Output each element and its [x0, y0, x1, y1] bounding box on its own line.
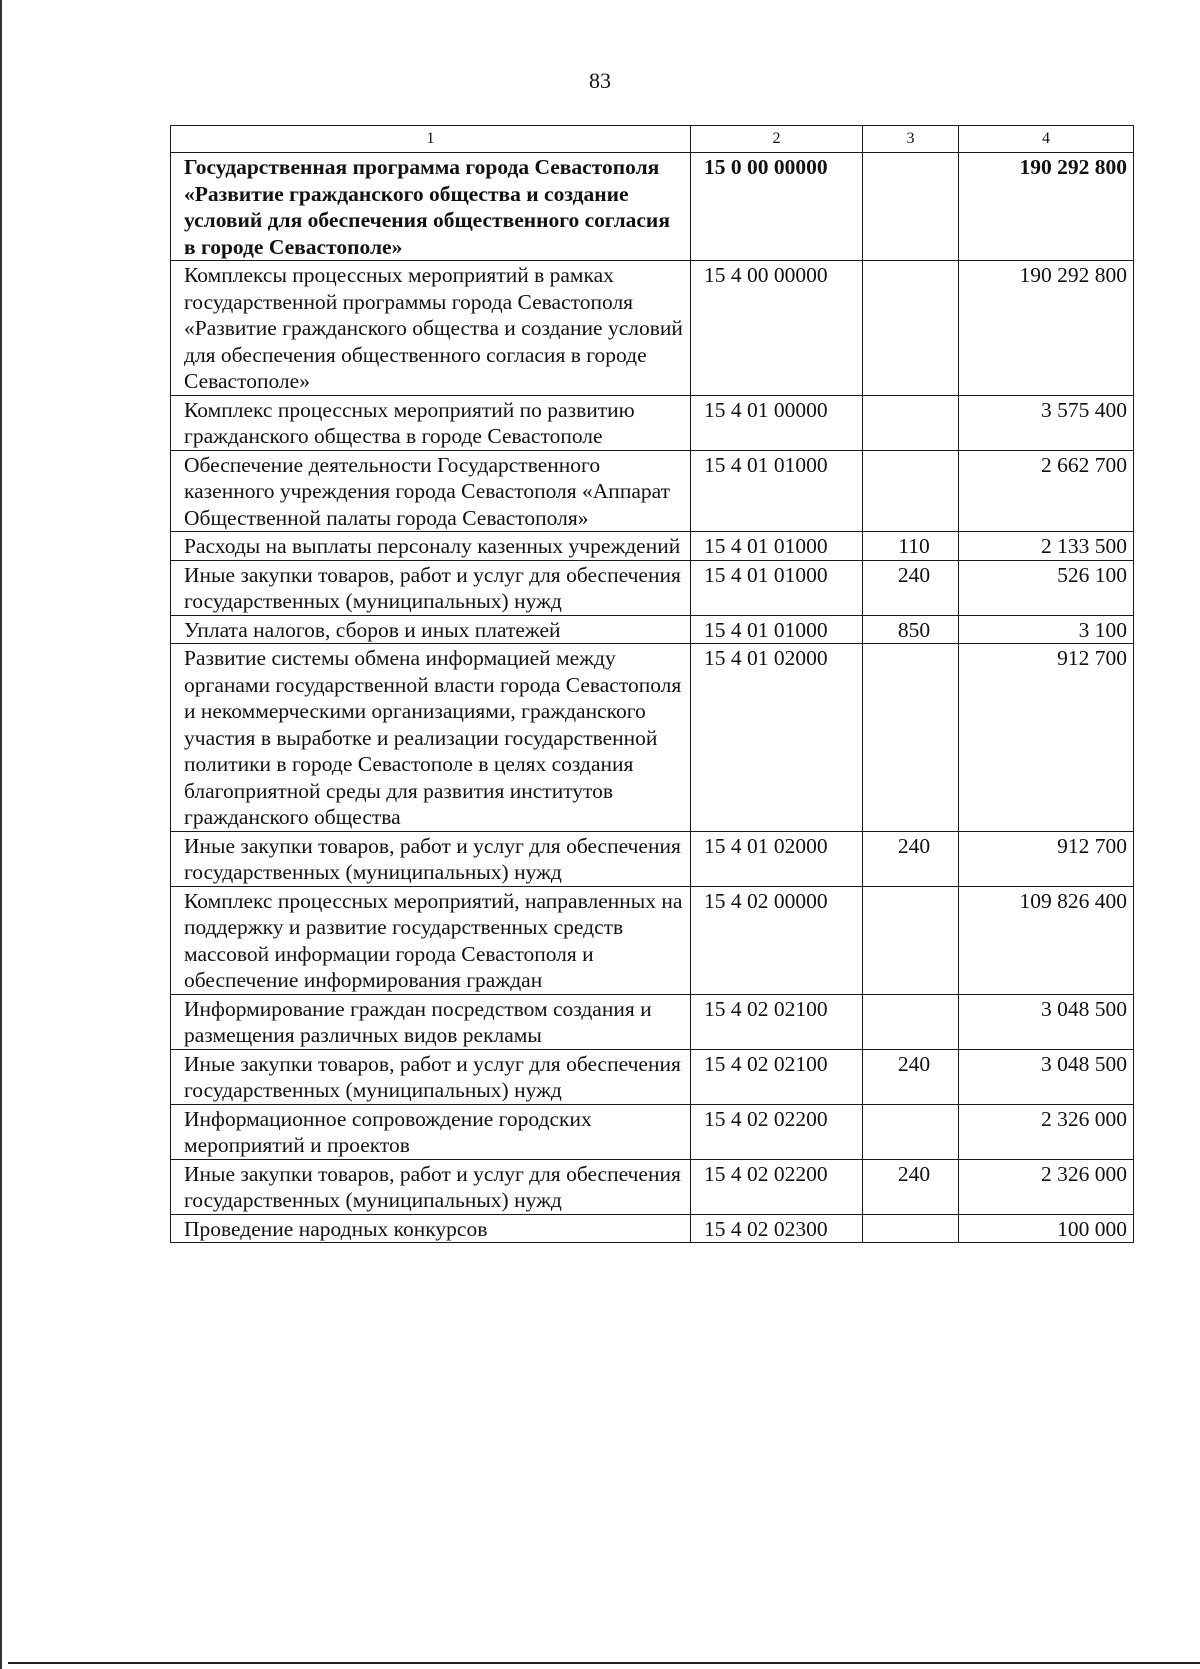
row-code-cell: 15 4 01 00000 [691, 395, 863, 450]
table-row [171, 831, 1134, 886]
row-code-cell: 15 4 00 00000 [691, 261, 863, 396]
row-expense-kind-cell: 850 [863, 615, 959, 644]
row-amount-cell: 3 048 500 [959, 1049, 1134, 1104]
row-amount-cell: 190 292 800 [959, 261, 1134, 396]
row-amount-cell: 3 575 400 [959, 395, 1134, 450]
table-row [171, 1049, 1134, 1104]
row-expense-kind-cell [863, 1214, 959, 1243]
table-row [171, 560, 1134, 615]
row-name-cell: Обеспечение деятельности Государственного казенного учреждения города Севастополя «Аппарат Общественной палаты города Севастополя» [171, 450, 691, 532]
row-code-cell: 15 4 02 02300 [691, 1214, 863, 1243]
row-code-cell: 15 4 02 02200 [691, 1104, 863, 1159]
table-row [171, 450, 1134, 532]
row-amount-cell: 3 048 500 [959, 994, 1134, 1049]
budget-table [170, 125, 1134, 1243]
row-amount-cell: 2 326 000 [959, 1104, 1134, 1159]
row-name-cell: Комплекс процессных мероприятий по развитию гражданского общества в городе Севастополе [171, 395, 691, 450]
row-name-cell: Информирование граждан посредством создания и размещения различных видов рекламы [171, 994, 691, 1049]
row-name-cell: Иные закупки товаров, работ и услуг для обеспечения государственных (муниципальных) нужд [171, 1049, 691, 1104]
row-expense-kind-cell [863, 1104, 959, 1159]
table-row [171, 1214, 1134, 1243]
table-row [171, 1159, 1134, 1214]
row-code-cell: 15 0 00 00000 [691, 153, 863, 261]
header-cell-kind: 3 [863, 126, 959, 153]
table-row [171, 615, 1134, 644]
row-expense-kind-cell [863, 450, 959, 532]
scan-edge-line [0, 0, 2, 1669]
row-amount-cell: 526 100 [959, 560, 1134, 615]
table-row [171, 994, 1134, 1049]
row-expense-kind-cell [863, 395, 959, 450]
row-amount-cell: 912 700 [959, 644, 1134, 832]
table-row [171, 153, 1134, 261]
row-amount-cell: 100 000 [959, 1214, 1134, 1243]
table-row [171, 395, 1134, 450]
row-expense-kind-cell [863, 994, 959, 1049]
row-amount-cell: 2 662 700 [959, 450, 1134, 532]
row-expense-kind-cell [863, 886, 959, 994]
row-name-cell: Расходы на выплаты персоналу казенных учреждений [171, 532, 691, 561]
row-name-cell: Развитие системы обмена информацией между органами государственной власти города Севастополя и некоммерческими организациями, гражданского участия в выработке и реализации государственной политики в городе Севастополе в целях создания благоприятной среды для развития институтов гражданского общества [171, 644, 691, 832]
table-row [171, 532, 1134, 561]
row-name-cell: Проведение народных конкурсов [171, 1214, 691, 1243]
header-cell-amount: 4 [959, 126, 1134, 153]
row-code-cell: 15 4 01 01000 [691, 450, 863, 532]
row-amount-cell: 912 700 [959, 831, 1134, 886]
row-name-cell: Иные закупки товаров, работ и услуг для обеспечения государственных (муниципальных) нужд [171, 560, 691, 615]
row-amount-cell: 2 133 500 [959, 532, 1134, 561]
row-name-cell: Иные закупки товаров, работ и услуг для обеспечения государственных (муниципальных) нужд [171, 831, 691, 886]
table-row [171, 261, 1134, 396]
row-expense-kind-cell: 240 [863, 1159, 959, 1214]
row-expense-kind-cell [863, 261, 959, 396]
page-number: 83 [589, 68, 611, 93]
row-expense-kind-cell: 240 [863, 831, 959, 886]
row-code-cell: 15 4 02 02200 [691, 1159, 863, 1214]
row-code-cell: 15 4 01 01000 [691, 532, 863, 561]
row-expense-kind-cell [863, 644, 959, 832]
row-name-cell: Комплекс процессных мероприятий, направленных на поддержку и развитие государственных средств массовой информации города Севастополя и обеспечение информирования граждан [171, 886, 691, 994]
row-code-cell: 15 4 01 01000 [691, 615, 863, 644]
row-code-cell: 15 4 02 02100 [691, 994, 863, 1049]
table-row [171, 886, 1134, 994]
row-expense-kind-cell: 110 [863, 532, 959, 561]
table-row [171, 1104, 1134, 1159]
row-amount-cell: 190 292 800 [959, 153, 1134, 261]
table-header-row [171, 126, 1134, 153]
header-cell-name: 1 [171, 126, 691, 153]
table-row [171, 644, 1134, 832]
row-expense-kind-cell [863, 153, 959, 261]
row-name-cell: Информационное сопровождение городских мероприятий и проектов [171, 1104, 691, 1159]
row-name-cell: Комплексы процессных мероприятий в рамках государственной программы города Севастополя «Развитие гражданского общества и создание условий для обеспечения общественного согласия в городе Севастополе» [171, 261, 691, 396]
row-amount-cell: 109 826 400 [959, 886, 1134, 994]
row-code-cell: 15 4 02 02100 [691, 1049, 863, 1104]
row-code-cell: 15 4 01 02000 [691, 831, 863, 886]
row-name-cell: Государственная программа города Севастополя «Развитие гражданского общества и создание условий для обеспечения общественного согласия в городе Севастополе» [171, 153, 691, 261]
row-amount-cell: 2 326 000 [959, 1159, 1134, 1214]
row-code-cell: 15 4 01 01000 [691, 560, 863, 615]
row-name-cell: Уплата налогов, сборов и иных платежей [171, 615, 691, 644]
row-amount-cell: 3 100 [959, 615, 1134, 644]
row-name-cell: Иные закупки товаров, работ и услуг для обеспечения государственных (муниципальных) нужд [171, 1159, 691, 1214]
row-code-cell: 15 4 02 00000 [691, 886, 863, 994]
row-expense-kind-cell: 240 [863, 560, 959, 615]
row-expense-kind-cell: 240 [863, 1049, 959, 1104]
row-code-cell: 15 4 01 02000 [691, 644, 863, 832]
scan-bottom-line [8, 1662, 1200, 1664]
header-cell-code: 2 [691, 126, 863, 153]
